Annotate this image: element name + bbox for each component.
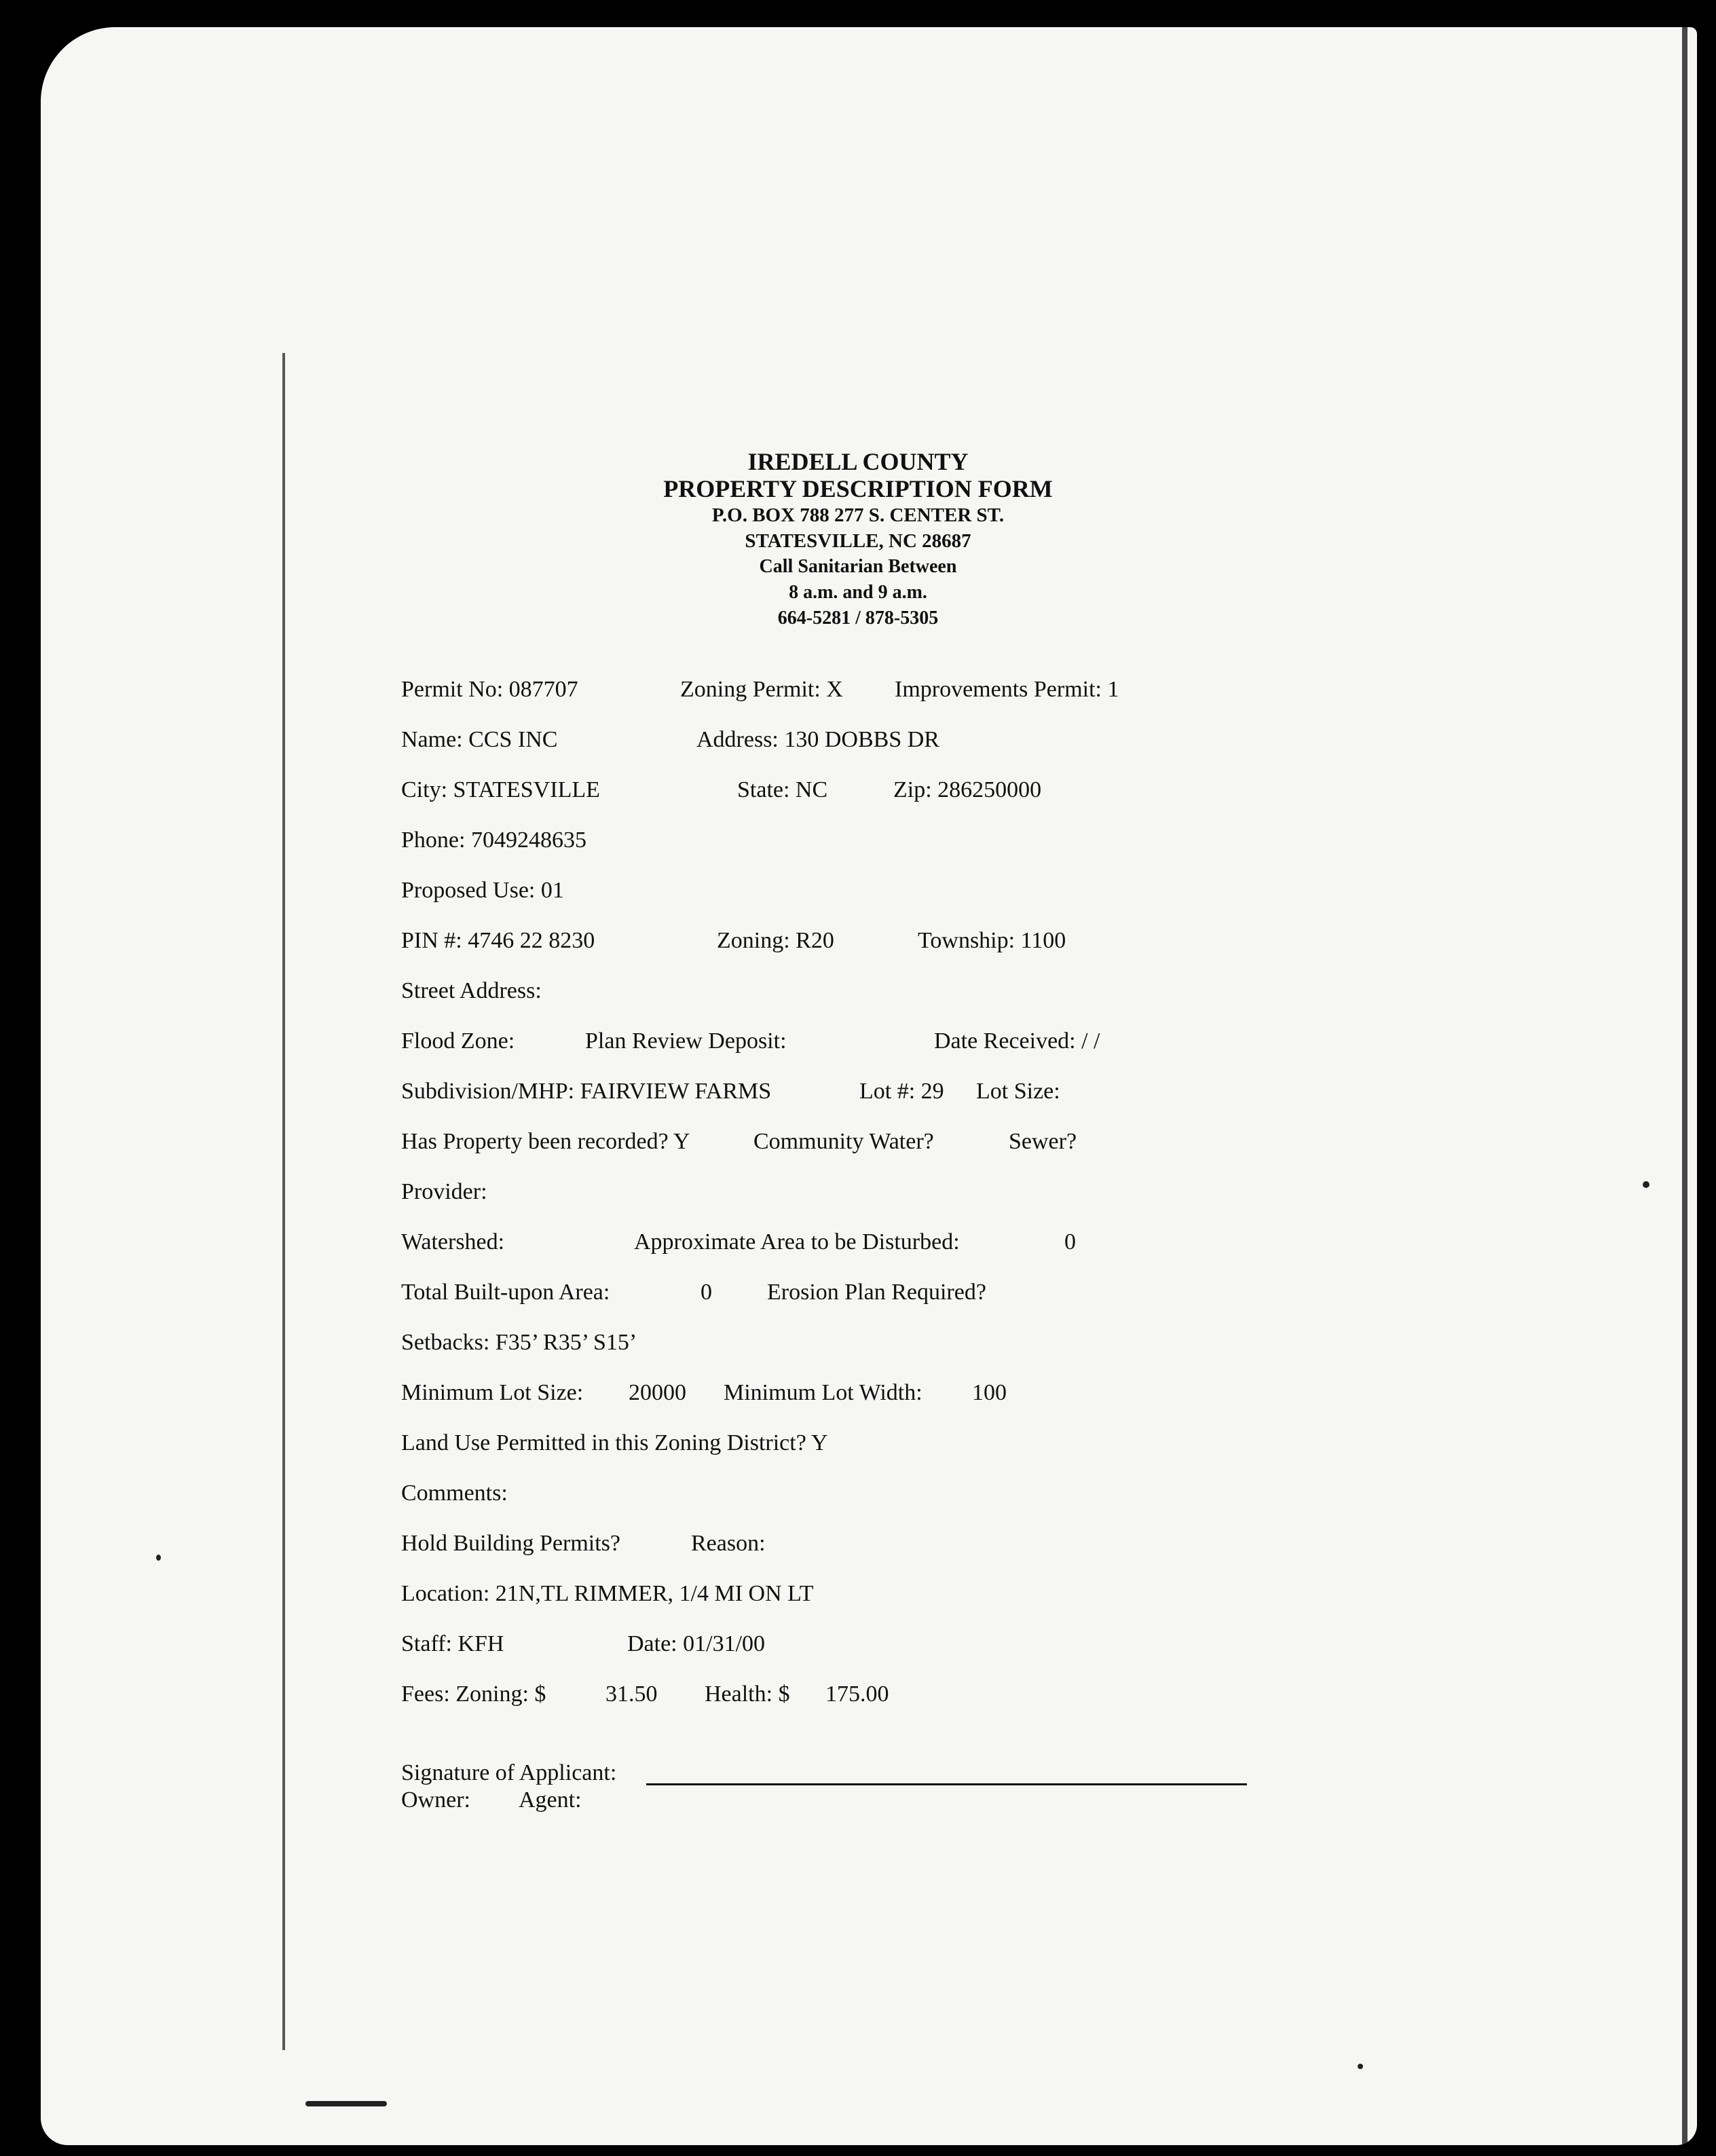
community-water: Community Water? (753, 1129, 934, 1154)
scan-speck (156, 1555, 161, 1561)
built-upon-value: 0 (701, 1280, 712, 1305)
call-line-1: Call Sanitarian Between (759, 556, 957, 577)
pin-number: PIN #: 4746 22 8230 (401, 928, 595, 953)
township: Township: 1100 (918, 928, 1066, 953)
phone: Phone: 7049248635 (401, 828, 586, 853)
scan-smudge (305, 2101, 387, 2106)
lot-number: Lot #: 29 (859, 1079, 944, 1104)
zoning: Zoning: R20 (717, 928, 834, 953)
fees-health-value: 175.00 (825, 1681, 889, 1707)
county-title: IREDELL COUNTY (747, 448, 969, 475)
min-lot-width-value: 100 (972, 1380, 1007, 1405)
applicant-address: Address: 130 DOBBS DR (696, 727, 939, 752)
erosion-plan: Erosion Plan Required? (767, 1280, 986, 1305)
reason: Reason: (691, 1531, 766, 1556)
flood-zone: Flood Zone: (401, 1028, 515, 1054)
approx-area-label: Approximate Area to be Disturbed: (634, 1229, 960, 1254)
comments: Comments: (401, 1481, 508, 1506)
lot-size: Lot Size: (976, 1079, 1060, 1104)
agent: Agent: (519, 1787, 582, 1813)
scan-speck (1643, 1181, 1649, 1188)
scan-speck (1358, 2064, 1363, 2069)
improvements-permit: Improvements Permit: 1 (895, 677, 1119, 702)
date: Date: 01/31/00 (627, 1631, 766, 1656)
provider: Provider: (401, 1179, 487, 1204)
signature-label: Signature of Applicant: (401, 1760, 617, 1785)
fees-zoning-value: 31.50 (605, 1681, 658, 1707)
street-address: Street Address: (401, 978, 542, 1003)
call-line-2: 8 a.m. and 9 a.m. (789, 582, 927, 603)
fees-health-label: Health: $ (705, 1681, 790, 1707)
signature-line (646, 1783, 1247, 1785)
address-line-2: STATESVILLE, NC 28687 (745, 530, 971, 552)
applicant-name: Name: CCS INC (401, 727, 558, 752)
sewer: Sewer? (1009, 1129, 1077, 1154)
min-lot-size-value: 20000 (629, 1380, 686, 1405)
form-header (0, 448, 1716, 631)
state: State: NC (737, 777, 828, 802)
fees-zoning-label: Fees: Zoning: $ (401, 1681, 546, 1707)
proposed-use: Proposed Use: 01 (401, 878, 564, 903)
approx-area-value: 0 (1064, 1229, 1076, 1254)
min-lot-size-label: Minimum Lot Size: (401, 1380, 584, 1405)
hold-building-permits: Hold Building Permits? (401, 1531, 620, 1556)
form-title: PROPERTY DESCRIPTION FORM (663, 475, 1053, 502)
subdivision: Subdivision/MHP: FAIRVIEW FARMS (401, 1079, 772, 1104)
zoning-permit: Zoning Permit: X (680, 677, 843, 702)
property-recorded: Has Property been recorded? Y (401, 1129, 690, 1154)
permit-no: Permit No: 087707 (401, 677, 578, 702)
staff: Staff: KFH (401, 1631, 504, 1656)
setbacks: Setbacks: F35’ R35’ S15’ (401, 1330, 637, 1355)
min-lot-width-label: Minimum Lot Width: (724, 1380, 922, 1405)
address-line-1: P.O. BOX 788 277 S. CENTER ST. (711, 504, 1005, 526)
phone-numbers: 664-5281 / 878-5305 (777, 608, 939, 629)
watershed: Watershed: (401, 1229, 505, 1254)
city: City: STATESVILLE (401, 777, 600, 802)
built-upon-label: Total Built-upon Area: (401, 1280, 610, 1305)
plan-review-deposit: Plan Review Deposit: (585, 1028, 787, 1054)
date-received: Date Received: / / (934, 1028, 1100, 1054)
location: Location: 21N,TL RIMMER, 1/4 MI ON LT (401, 1581, 814, 1606)
land-use-permitted: Land Use Permitted in this Zoning District? Y (401, 1430, 828, 1455)
scan-edge-right (1682, 27, 1687, 2145)
owner: Owner: (401, 1787, 470, 1813)
zip: Zip: 286250000 (893, 777, 1042, 802)
